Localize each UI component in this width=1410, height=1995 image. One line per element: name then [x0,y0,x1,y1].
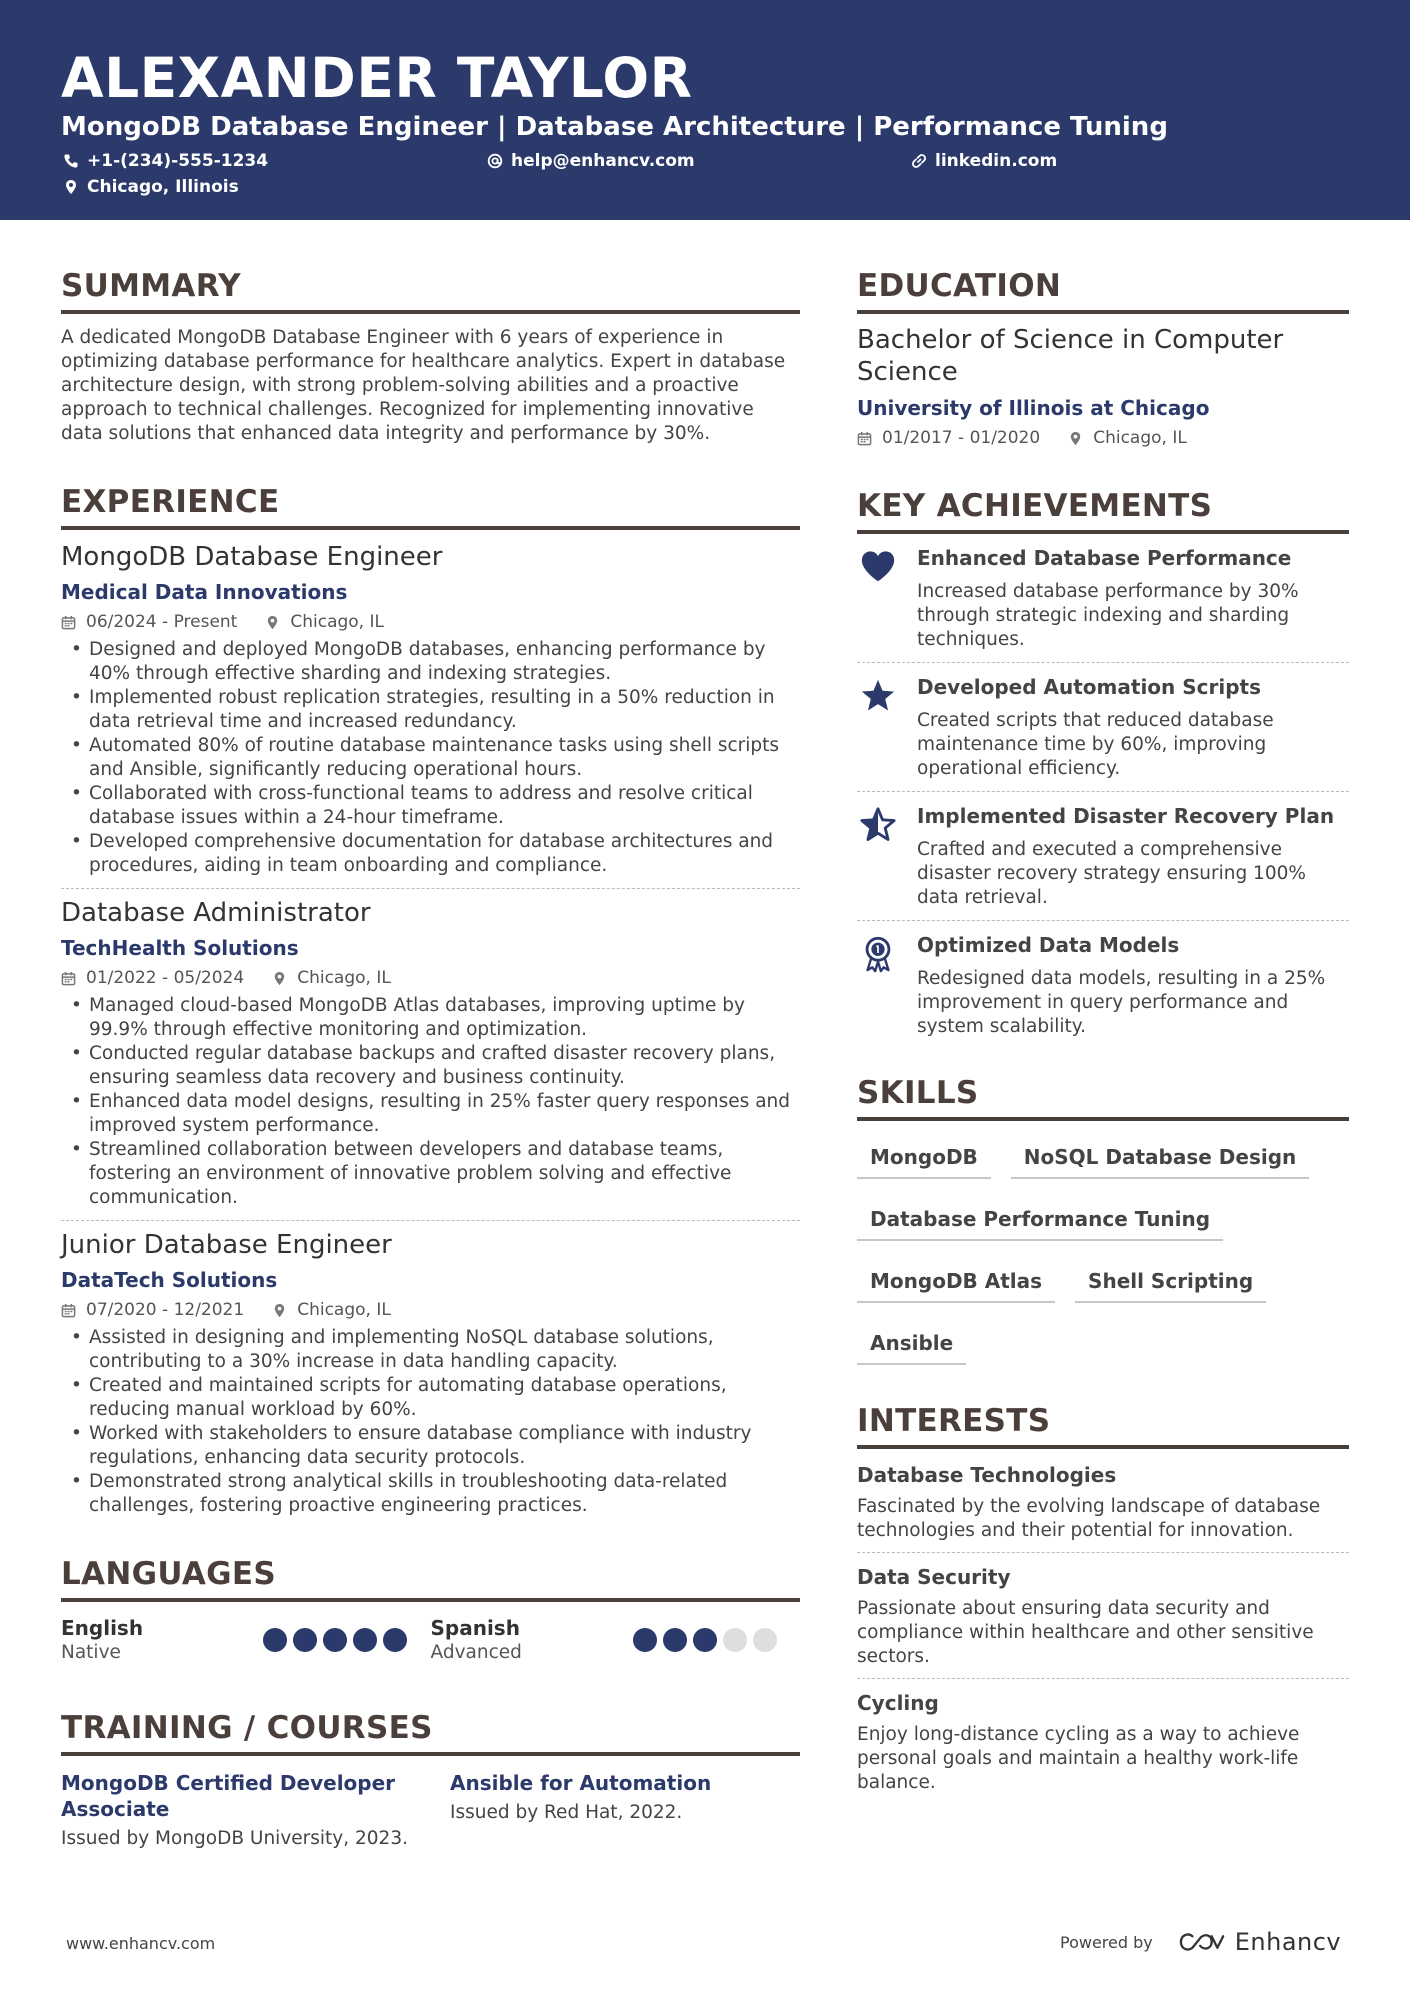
training-section [61,1710,800,1849]
job-dates: 06/2024 - Present [86,612,238,632]
course-issuer: Issued by MongoDB University, 2023. [61,1828,408,1849]
brand-name: Enhancv [1234,1928,1342,1956]
linkedin-text[interactable]: linkedin.com [935,151,1058,171]
footer-website[interactable]: www.enhancv.com [66,1934,216,1953]
job-location [272,1300,391,1320]
education-location-text: Chicago, IL [1093,428,1187,448]
education-meta [857,428,1349,448]
achievement-title: Optimized Data Models [917,933,1180,957]
achievement-title: Implemented Disaster Recovery Plan [917,804,1335,828]
job-meta [61,1300,800,1320]
skill-tag: Ansible [857,1319,966,1365]
powered-by-text: Powered by [1060,1932,1153,1952]
resume-header [0,0,1410,220]
languages-section [61,1556,800,1666]
enhancv-logo-icon [1179,1930,1227,1954]
education-location [1068,428,1187,448]
bullet-item: • Assisted in designing and implementing NoSQL database solutions, contributing to a 30% increase in data handling capacity. [61,1326,800,1374]
candidate-headline: MongoDB Database Engineer | Database Architecture | Performance Tuning [61,112,1168,142]
rating-dot-empty [753,1628,777,1652]
location-pin-icon [1068,431,1083,446]
skills-list [857,1133,1349,1381]
rating-dot-filled [693,1628,717,1652]
at-sign-icon [487,153,503,169]
job-location [272,968,391,988]
summary-text: A dedicated MongoDB Database Engineer with 6 years of experience in optimizing database performance for healthcare analytics. Expert in database architecture design, with strong problem-solving abilities and a proactive approach to technical challenges. Recognized for implementing innovative data solutions that enhanced data integrity and performance by 30%. [61,327,786,444]
job-company: Medical Data Innovations [61,580,348,604]
bullet-item: • Created and maintained scripts for automating database operations, reducing manual workload by 60%. [61,1374,800,1422]
achievements-section [857,488,1349,1039]
interest-item [857,1565,1349,1679]
rating-dot-filled [353,1628,377,1652]
rating-dot-filled [293,1628,317,1652]
calendar-icon [857,431,872,446]
education-dates: 01/2017 - 01/2020 [882,428,1041,448]
experience-title: EXPERIENCE [61,484,800,530]
location-pin-icon [272,971,287,986]
calendar-icon [61,615,76,630]
achievement-desc: Increased database performance by 30% through strategic indexing and sharding techniques. [917,581,1299,650]
star-icon [857,675,899,717]
language-name: Spanish [430,1616,520,1640]
contact-email [487,151,695,171]
rating-dot-filled [263,1628,287,1652]
job-bullets [61,1326,800,1518]
language-item [61,1616,431,1666]
languages-title: LANGUAGES [61,1556,800,1602]
interest-desc: Passionate about ensuring data security and compliance within healthcare and other sensitive sectors. [857,1598,1314,1667]
bullet-item: • Designed and deployed MongoDB databases, enhancing performance by 40% through effective sharding and indexing strategies. [61,638,800,686]
interest-item [857,1463,1349,1553]
interests-title: INTERESTS [857,1403,1349,1449]
course-item [61,1770,450,1849]
training-title: TRAINING / COURSES [61,1710,800,1756]
job-meta [61,968,800,988]
footer-branding [1060,1928,1341,1956]
job-bullets [61,994,800,1210]
heart-icon [857,546,899,588]
award-ribbon-icon [857,933,899,975]
bullet-item: • Demonstrated strong analytical skills in troubleshooting data-related challenges, fostering proactive engineering practices. [61,1470,800,1518]
interest-item [857,1691,1349,1795]
language-level: Native [61,1642,121,1663]
rating-dot-filled [663,1628,687,1652]
candidate-name: ALEXANDER TAYLOR [61,46,693,110]
rating-dot-filled [323,1628,347,1652]
contact-location [63,177,239,197]
skill-tag: Database Performance Tuning [857,1195,1223,1241]
training-list [61,1770,800,1849]
interest-desc: Enjoy long-distance cycling as a way to achieve personal goals and maintain a healthy work-life balance. [857,1724,1300,1793]
achievement-item [857,804,1349,921]
skills-title: SKILLS [857,1075,1349,1121]
job-entry [61,1230,800,1518]
bullet-item: • Enhanced data model designs, resulting in 25% faster query responses and improved system performance. [61,1090,800,1138]
skills-section [857,1075,1349,1381]
bullet-item: • Developed comprehensive documentation for database architectures and procedures, aiding in team onboarding and compliance. [61,830,800,878]
skill-tag: MongoDB Atlas [857,1257,1055,1303]
job-location-text: Chicago, IL [297,1300,391,1320]
job-divider [61,888,800,889]
languages-list [61,1616,800,1666]
email-text[interactable]: help@enhancv.com [511,151,695,171]
star-half-icon [857,804,899,846]
language-item [431,1616,801,1666]
bullet-item: • Implemented robust replication strategies, resulting in a 50% reduction in data retrieval time and increased redundancy. [61,686,800,734]
location-pin-icon [272,1303,287,1318]
calendar-icon [61,1303,76,1318]
bullet-item: • Worked with stakeholders to ensure database compliance with industry regulations, enhancing data security protocols. [61,1422,800,1470]
interest-title: Database Technologies [857,1463,1117,1487]
language-rating [263,1628,407,1652]
phone-icon [63,153,79,169]
education-title: EDUCATION [857,268,1349,314]
job-entry [61,542,800,878]
bullet-item: • Collaborated with cross-functional teams to address and resolve critical database issues within a 24-hour timeframe. [61,782,800,830]
location-pin-icon [63,179,79,195]
achievement-item [857,675,1349,792]
job-bullets [61,638,800,878]
skill-tag: Shell Scripting [1075,1257,1266,1303]
language-name: English [61,1616,144,1640]
education-degree: Bachelor of Science in Computer Science [857,325,1284,387]
achievement-desc: Crafted and executed a comprehensive disaster recovery strategy ensuring 100% data retrieval. [917,839,1306,908]
rating-dot-empty [723,1628,747,1652]
job-title: MongoDB Database Engineer [61,542,443,572]
education-school: University of Illinois at Chicago [857,396,1210,420]
bullet-item: • Managed cloud-based MongoDB Atlas databases, improving uptime by 99.9% through effective monitoring and optimization. [61,994,800,1042]
job-company: DataTech Solutions [61,1268,278,1292]
job-title: Junior Database Engineer [61,1230,392,1260]
job-dates: 01/2022 - 05/2024 [86,968,245,988]
rating-dot-filled [383,1628,407,1652]
course-name: Ansible for Automation [450,1771,712,1795]
achievement-title: Enhanced Database Performance [917,546,1292,570]
job-location-text: Chicago, IL [290,612,384,632]
achievement-item [857,546,1349,663]
course-issuer: Issued by Red Hat, 2022. [450,1802,683,1823]
summary-title: SUMMARY [61,268,800,314]
rating-dot-filled [633,1628,657,1652]
achievement-item [857,933,1349,1039]
phone-text[interactable]: +1-(234)-555-1234 [87,151,269,171]
left-column [61,268,800,1849]
job-entry [61,898,800,1210]
experience-section [61,484,800,1518]
job-divider [61,1220,800,1221]
location-pin-icon [265,615,280,630]
skill-tag: NoSQL Database Design [1011,1133,1309,1179]
language-rating [633,1628,777,1652]
interest-title: Data Security [857,1565,1011,1589]
course-name: MongoDB Certified Developer Associate [61,1771,396,1821]
bullet-item: • Automated 80% of routine database maintenance tasks using shell scripts and Ansible, significantly reducing operational hours. [61,734,800,782]
calendar-icon [61,971,76,986]
interest-title: Cycling [857,1691,939,1715]
job-company: TechHealth Solutions [61,936,299,960]
language-level: Advanced [430,1642,522,1663]
bullet-item: • Conducted regular database backups and crafted disaster recovery plans, ensuring seamless data recovery and business continuity. [61,1042,800,1090]
job-title: Database Administrator [61,898,371,928]
achievement-title: Developed Automation Scripts [917,675,1261,699]
achievement-desc: Created scripts that reduced database maintenance time by 60%, improving operational efficiency. [917,710,1274,779]
summary-section [61,268,800,446]
interest-desc: Fascinated by the evolving landscape of database technologies and their potential for innovation. [857,1496,1321,1541]
job-dates: 07/2020 - 12/2021 [86,1300,245,1320]
course-item [450,1770,800,1849]
job-meta [61,612,800,632]
education-section [857,268,1349,448]
bullet-item: • Streamlined collaboration between developers and database teams, fostering an environment of innovative problem solving and effective communication. [61,1138,800,1210]
interests-section [857,1403,1349,1795]
contact-linkedin [911,151,1057,171]
link-icon [911,153,927,169]
job-location-text: Chicago, IL [297,968,391,988]
job-location [265,612,384,632]
right-column [857,268,1349,1795]
achievement-desc: Redesigned data models, resulting in a 25% improvement in query performance and system scalability. [917,968,1326,1037]
contact-phone [63,151,268,171]
location-text: Chicago, Illinois [87,177,239,197]
achievements-title: KEY ACHIEVEMENTS [857,488,1349,534]
skill-tag: MongoDB [857,1133,991,1179]
